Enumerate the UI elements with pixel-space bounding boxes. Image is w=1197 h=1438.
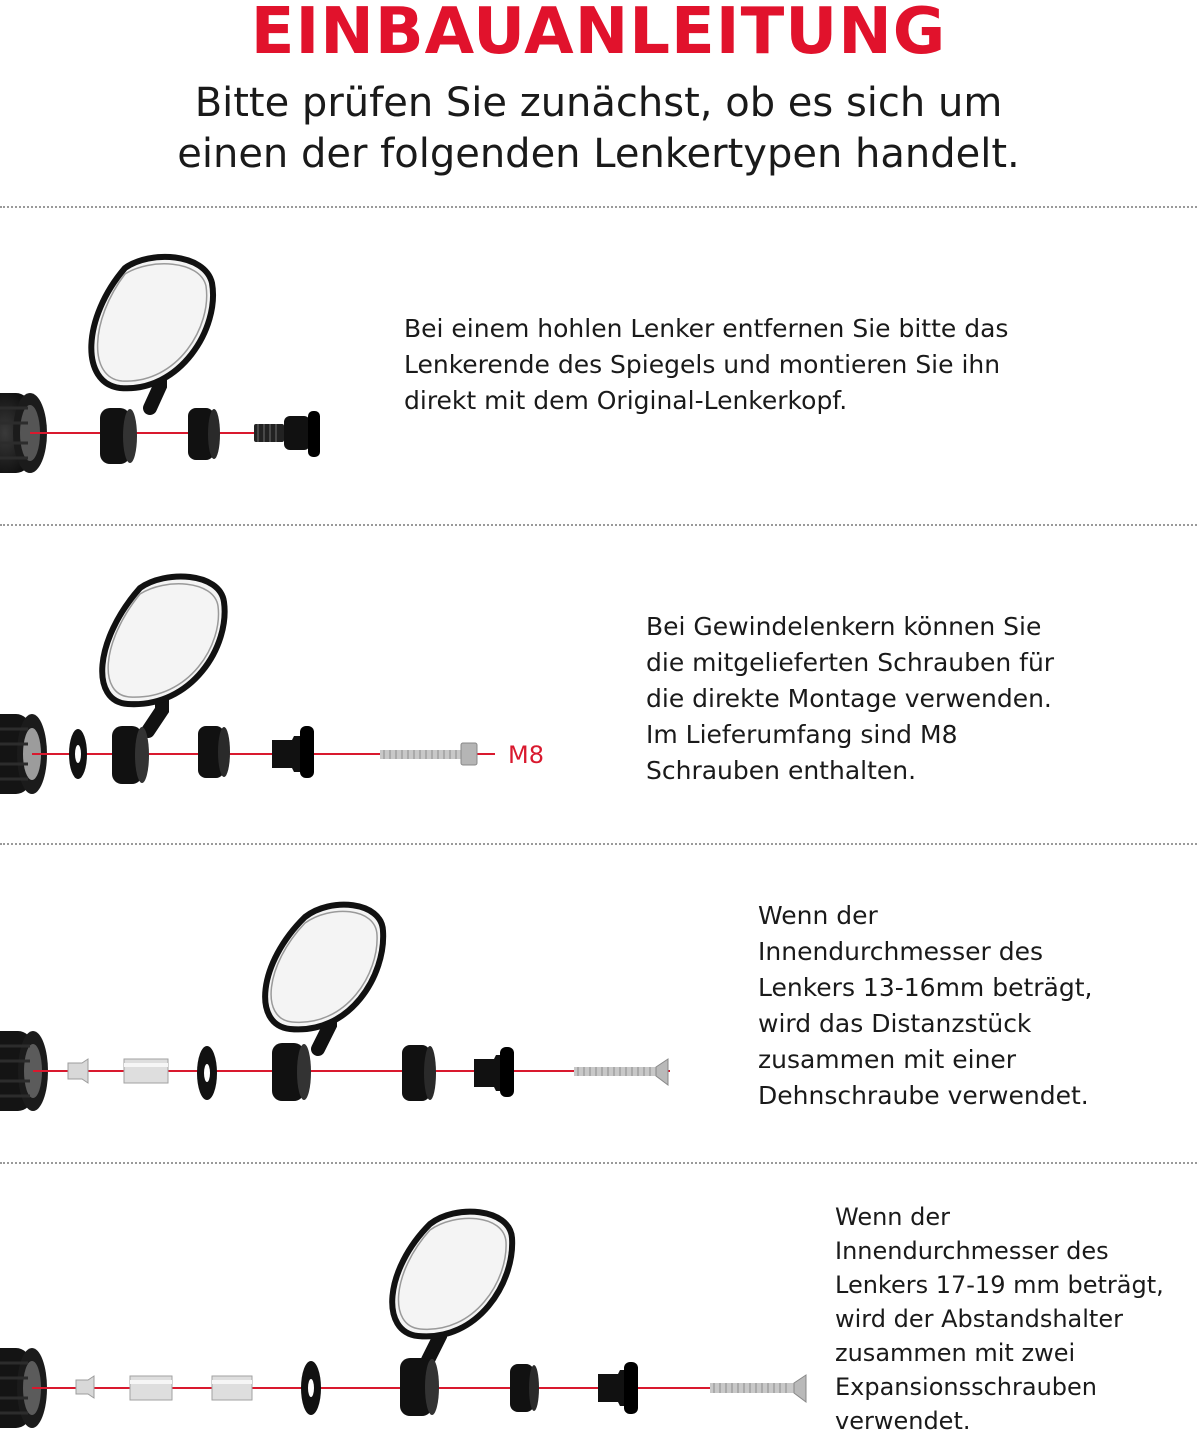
bar-end-plug: [272, 726, 314, 778]
section-text-line: Expansionsschrauben: [835, 1373, 1097, 1401]
section-text-line: verwendet.: [835, 1407, 971, 1435]
section-text-line: die mitgelieferten Schrauben für: [646, 648, 1055, 677]
section-text-line: Wenn der: [758, 901, 878, 930]
spacer-ring: [402, 1045, 436, 1101]
subtitle-line: einen der folgenden Lenkertypen handelt.: [177, 131, 1020, 177]
spacer-ring: [188, 408, 220, 460]
washer: [69, 729, 87, 779]
subtitle-line: Bitte prüfen Sie zunächst, ob es sich um: [194, 80, 1003, 126]
distance-sleeve: [130, 1376, 172, 1400]
section-text-line: Bei Gewindelenkern können Sie: [646, 612, 1042, 641]
section-text-line: Lenkers 13-16mm beträgt,: [758, 973, 1093, 1002]
inner-diameter-13-16-illustration: [0, 845, 720, 1161]
mirror-clamp-ring: [400, 1358, 439, 1416]
section-text-line: Innendurchmesser des: [835, 1237, 1109, 1265]
expansion-nut: [68, 1059, 88, 1083]
mirror-clamp-ring: [272, 1043, 311, 1101]
screw-size-label: M8: [508, 741, 544, 769]
threaded-handlebar-illustration: [0, 526, 600, 842]
section-text-line: die direkte Montage verwenden.: [646, 684, 1052, 713]
section-text-line: Innendurchmesser des: [758, 937, 1043, 966]
expansion-screw: [574, 1059, 668, 1085]
mirror-icon: [102, 576, 224, 731]
section-text-line: Lenkers 17-19 mm beträgt,: [835, 1271, 1164, 1299]
spacer-ring: [198, 726, 230, 778]
section-text-line: Schrauben enthalten.: [646, 756, 917, 785]
section-text-line: zusammen mit zwei: [835, 1339, 1076, 1367]
page-subtitle: [0, 78, 1197, 180]
hollow-handlebar-illustration: [0, 208, 400, 524]
mirror-clamp-ring: [100, 408, 137, 464]
washer: [301, 1361, 321, 1415]
section-text-line: Im Lieferumfang sind M8: [646, 720, 958, 749]
spacer-ring: [510, 1364, 539, 1412]
section-1-text: [404, 311, 1008, 419]
mirror-icon: [392, 1212, 512, 1360]
section-2-text: [646, 609, 1054, 789]
section-text-line: direkt mit dem Original-Lenkerkopf.: [404, 386, 848, 415]
section-text-line: Bei einem hohlen Lenker entfernen Sie bitte das: [404, 314, 1009, 343]
section-text-line: zusammen mit einer: [758, 1045, 1017, 1074]
section-text-line: wird das Distanzstück: [758, 1009, 1032, 1038]
section-text-line: Wenn der: [835, 1203, 951, 1231]
bar-end-plug: [474, 1047, 514, 1097]
bar-end-plug: [598, 1362, 638, 1414]
section-text-line: Lenkerende des Spiegels und montieren Sie ihn: [404, 350, 1001, 379]
mirror-icon: [265, 905, 383, 1049]
section-text-line: wird der Abstandshalter: [835, 1305, 1123, 1333]
expansion-screw: [710, 1375, 806, 1402]
m8-screw: [380, 743, 477, 765]
inner-diameter-17-19-illustration: [0, 1164, 820, 1434]
mirror-icon: [91, 257, 213, 408]
distance-sleeve: [212, 1376, 252, 1400]
section-3-text: [758, 898, 1093, 1114]
mirror-clamp-ring: [112, 726, 149, 784]
page-title: EINBAUANLEITUNG: [250, 0, 947, 69]
section-4-text: [835, 1200, 1164, 1438]
washer: [197, 1046, 217, 1100]
bar-end-plug: [254, 411, 320, 457]
section-text-line: Dehnschraube verwendet.: [758, 1081, 1089, 1110]
expansion-nut: [76, 1376, 94, 1398]
distance-sleeve: [124, 1059, 168, 1083]
